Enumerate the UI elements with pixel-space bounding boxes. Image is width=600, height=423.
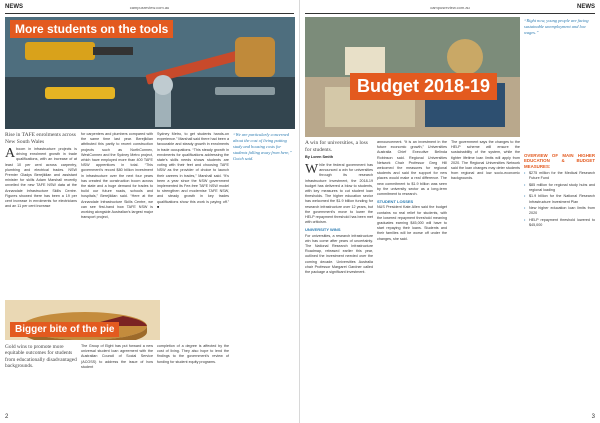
right-col-1b-text: For universities, a research infrastructure win has come after years of uncertainty. The National Research Infrastructure Roadmap, released earlier this year, outlined the investment needed over the coming decade. Universities Australia chair Professor Margaret Gardner called the package a significant investment. (305, 233, 373, 275)
left-col-3-text: Sydney Metro, to get students hands-on experience.” Marshall said there had been a favourable and steady growth in enrolments in trade occupations. “This steady growth in enrolments for qualifications addressing the state’s skills needs shows students are voting with their feet and choosing TAFE NSW as the provider of choice to launch their careers in trades,” Marshall said. “It’s been a year since the NSW government implemented its Fee-free TAFE NSW model to strengthen and modernise TAFE NSW, and steady growth in key trades qualifications show this work is paying off.” ■ (157, 132, 229, 209)
right-col-3 (451, 140, 520, 408)
header-rule (5, 13, 294, 14)
right-col-1 (305, 163, 373, 408)
left-col-1 (5, 147, 77, 297)
overview-bullet: • $1.9 billion for the National Research Infrastructure Investment Plan (524, 194, 595, 204)
dropcap: W (305, 163, 319, 177)
pie-lead: Gold wins to promote more equitable outcomes for students from educationally disadvantaged backgrounds. (5, 344, 77, 369)
subhead-student-losses: STUDENT LOSSES (377, 199, 414, 205)
left-col-4a (81, 344, 153, 408)
right-col-4 (524, 150, 595, 408)
left-col-2-text: for carpenters and plumbers compared with the same time last year. Berejiklian attributed this partly to recent construction projects such as NorthConnex, WestConnex and the Sydney Metro project, which have employed more than 400 TAFE NSW apprentices in total. “This government’s record $80 billion investment in infrastructure over the next four years has created the construction boom across the state and a huge demand for trades to build our future roads, schools and hospitals,” Berejiklian said. “Here at the Annandale Infrastructure Skills Centre, we can see first-hand how TAFE NSW is working alongside Australian’s largest major transport project, (81, 132, 153, 220)
right-col-3-text: The government says the changes to the HELP scheme will ensure the sustainability of the system, while the tighter lifetime loan limits will apply from 2020. The Regional Universities Network said the loan changes may deter students from regional and low socio-economic backgrounds. (451, 140, 520, 181)
right-headline: Budget 2018-19 (350, 73, 497, 100)
right-folio: 3 (591, 414, 595, 420)
overview-bullet: • HELP repayment threshold lowered to $45,000 (524, 218, 595, 228)
left-col-1-text: boom in infrastructure projects is driving enrolment growth in trade qualifications, with an increase of at least 10 per cent across carpentry, plumbing and electrical trades. NSW Premier Gladys Berejiklian and assistant minister for skills Adam Marshall recently unveiled the new TAFE NSW data at the Annandale Infrastructure Skills Centre. Figures showed there has been a 19 per cent increase in enrolments for electricians and an 11 per cent increase (5, 147, 77, 209)
section-label: NEWS (5, 4, 23, 10)
left-folio: 2 (5, 414, 9, 420)
left-col-3 (157, 132, 229, 297)
right-subhead: A win for universities, a loss for students. (305, 140, 368, 153)
tools-photo (5, 17, 295, 129)
site-url[interactable]: campusreview.com.au (430, 5, 470, 10)
header-rule (305, 13, 595, 14)
budget-photo (305, 17, 520, 137)
left-headline: More students on the tools (10, 20, 173, 38)
overview-heading: OVERVIEW OF MAIN HIGHER EDUCATION & BUDGET MEASURES: (524, 153, 595, 169)
right-col-2 (377, 140, 447, 408)
site-url[interactable]: campusreview.com.au (129, 5, 170, 10)
left-pullquote: “We are particularly concerned about the cost of living putting study and housing costs for students falling away from here,” Gotch said. (233, 132, 292, 161)
overview-bullet: • New higher education loan limits from 2020 (524, 206, 595, 216)
pie-photo (5, 300, 160, 340)
left-col-4b-text: completion of a degree is affected by the cost of living. They also hope to lend the findings to the government's review of funding for student equity programs. (157, 344, 229, 364)
left-col-4b (157, 344, 229, 408)
subhead-university-wins: UNIVERSITY WINS (305, 227, 341, 233)
dropcap: A (5, 147, 16, 161)
right-col-2-text: announcement. “It is an investment in the future economic growth,” Universities Australia Chief Executive Belinda Robinson said. Regional Universities Network Chair Professor Greg Hill welcomed the measures for regional students and said the support for new places would make a real difference. The new commitment to $1.9 billion was seen by the university sector as a long-term commitment to research. (377, 140, 447, 197)
overview-bullet: • $275 million for the Medical Research Future Fund (524, 171, 595, 181)
section-label: NEWS (577, 4, 595, 10)
pie-headline: Bigger bite of the pie (10, 322, 119, 337)
left-col-2 (81, 132, 153, 297)
overview-bullet: • $85 million for regional study hubs and regional loading (524, 183, 595, 193)
right-page (300, 0, 600, 423)
right-col-2b-text: NUS President Kate Allen said the budget contains no real relief for students, with the lowered repayment threshold meaning graduates earning $45,000 will have to start repaying their loans. Students and their families will be worse off under the changes, she said. (377, 205, 447, 241)
right-col-1-text: hile the federal government has announced a win for universities through its research infrastructure investment, the 2018-19 budget has delivered a blow to students, with key measures to cut student loan thresholds. The higher education sector has welcomed the $1.9 billion funding for research infrastructure over 12 years, but the government's move to lower the HELP repayment threshold has been met with criticism. (305, 163, 373, 225)
byline: By Loren Smith (305, 155, 334, 159)
right-pullquote: “Right now, young people are facing sustainable unemployment and low wages.” (524, 18, 589, 35)
left-subhead: Rise in TAFE enrolments across New South Wales (5, 132, 76, 145)
left-col-4a-text: The Group of Eight has put forward a new universal student loan agreement with the Australian Council of Social Service (ACOSS) to address the issue of how student (81, 344, 153, 369)
